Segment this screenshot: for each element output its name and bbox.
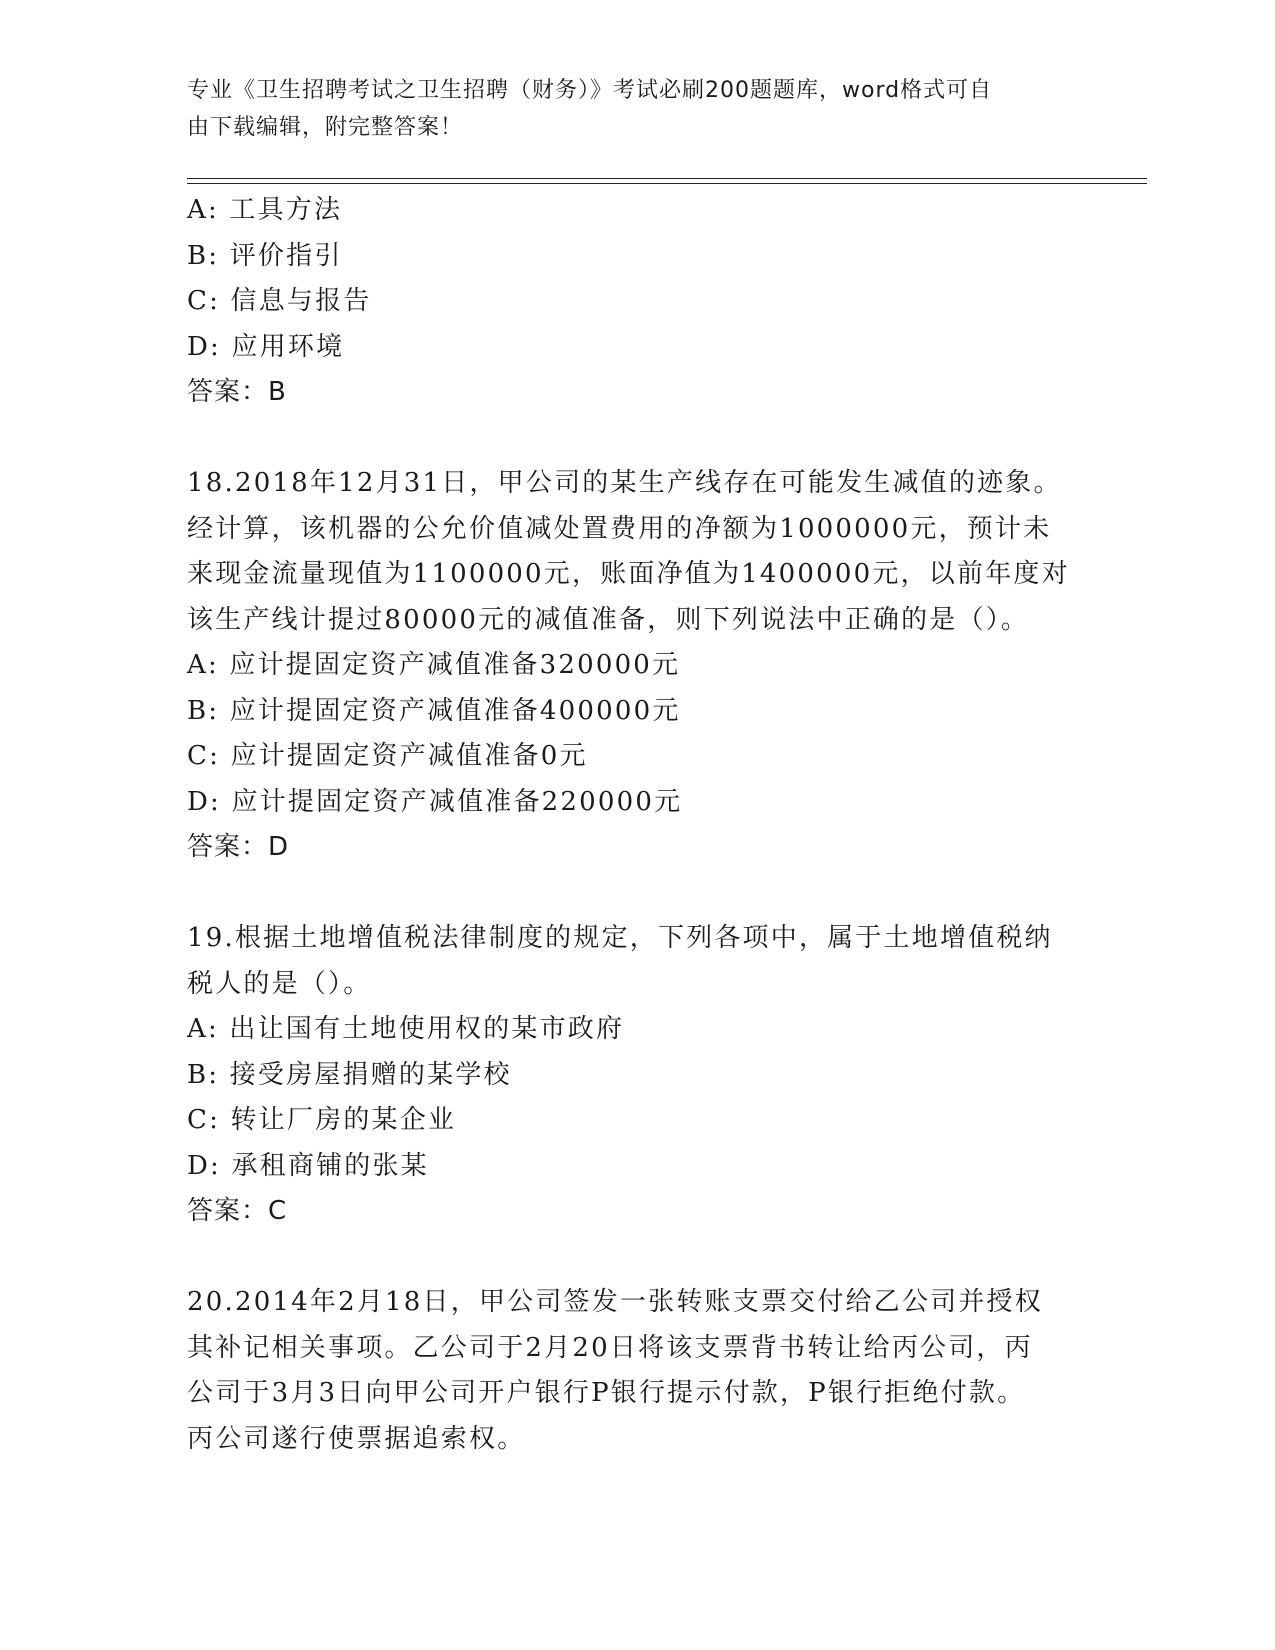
option-a: A: 工具方法 xyxy=(187,195,343,225)
question-text-line: 该生产线计提过80000元的减值准备，则下列说法中正确的是（）。 xyxy=(187,604,1030,635)
option-c: C: 信息与报告 xyxy=(187,286,372,316)
document-header xyxy=(187,72,1087,146)
question-text-line: 税人的是（）。 xyxy=(187,968,372,999)
option-b: B: 评价指引 xyxy=(187,240,343,271)
question-text-line: 19.根据土地增值税法律制度的规定，下列各项中，属于土地增值税纳 xyxy=(187,923,1053,953)
option-c: C: 转让厂房的某企业 xyxy=(187,1105,457,1135)
option-c: C: 应计提固定资产减值准备0元 xyxy=(187,741,588,771)
prev-question-block xyxy=(187,188,1087,416)
question-19-block xyxy=(187,916,1087,1235)
question-text-line: 公司于3月3日向甲公司开户银行P银行提示付款，P银行拒绝付款。 xyxy=(187,1378,1026,1408)
question-text-line: 其补记相关事项。乙公司于2月20日将该支票背书转让给丙公司，丙 xyxy=(187,1332,1033,1363)
header-line-1: 专业《卫生招聘考试之卫生招聘（财务）》考试必刷200题题库，word格式可自 xyxy=(187,78,993,103)
answer-line: 答案：D xyxy=(187,832,290,862)
answer-line: 答案：C xyxy=(187,1196,288,1226)
spacer xyxy=(187,871,1087,917)
option-b: B: 应计提固定资产减值准备400000元 xyxy=(187,695,681,726)
question-text-line: 来现金流量现值为1100000元，账面净值为1400000元，以前年度对 xyxy=(187,559,1070,589)
option-a: A: 出让国有土地使用权的某市政府 xyxy=(187,1014,625,1044)
answer-line: 答案：B xyxy=(187,377,287,407)
question-text-line: 丙公司遂行使票据追索权。 xyxy=(187,1423,526,1454)
question-content xyxy=(187,188,1087,1462)
option-b: B: 接受房屋捐赠的某学校 xyxy=(187,1059,512,1090)
option-a: A: 应计提固定资产减值准备320000元 xyxy=(187,650,681,680)
header-line-2: 由下载编辑，附完整答案！ xyxy=(187,115,464,140)
question-text-line: 20.2014年2月18日，甲公司签发一张转账支票交付给乙公司并授权 xyxy=(187,1287,1043,1317)
spacer xyxy=(187,416,1087,462)
question-text-line: 经计算，该机器的公允价值减处置费用的净额为1000000元，预计未 xyxy=(187,513,1052,544)
header-divider-thin xyxy=(187,183,1147,184)
option-d: D: 应计提固定资产减值准备220000元 xyxy=(187,786,683,817)
option-d: D: 应用环境 xyxy=(187,331,345,362)
header-divider-thick xyxy=(187,178,1147,179)
question-18-block xyxy=(187,461,1087,871)
spacer xyxy=(187,1235,1087,1281)
option-d: D: 承租商铺的张某 xyxy=(187,1150,429,1181)
question-20-block xyxy=(187,1280,1087,1462)
question-text-line: 18.2018年12月31日，甲公司的某生产线存在可能发生减值的迹象。 xyxy=(187,468,1062,498)
